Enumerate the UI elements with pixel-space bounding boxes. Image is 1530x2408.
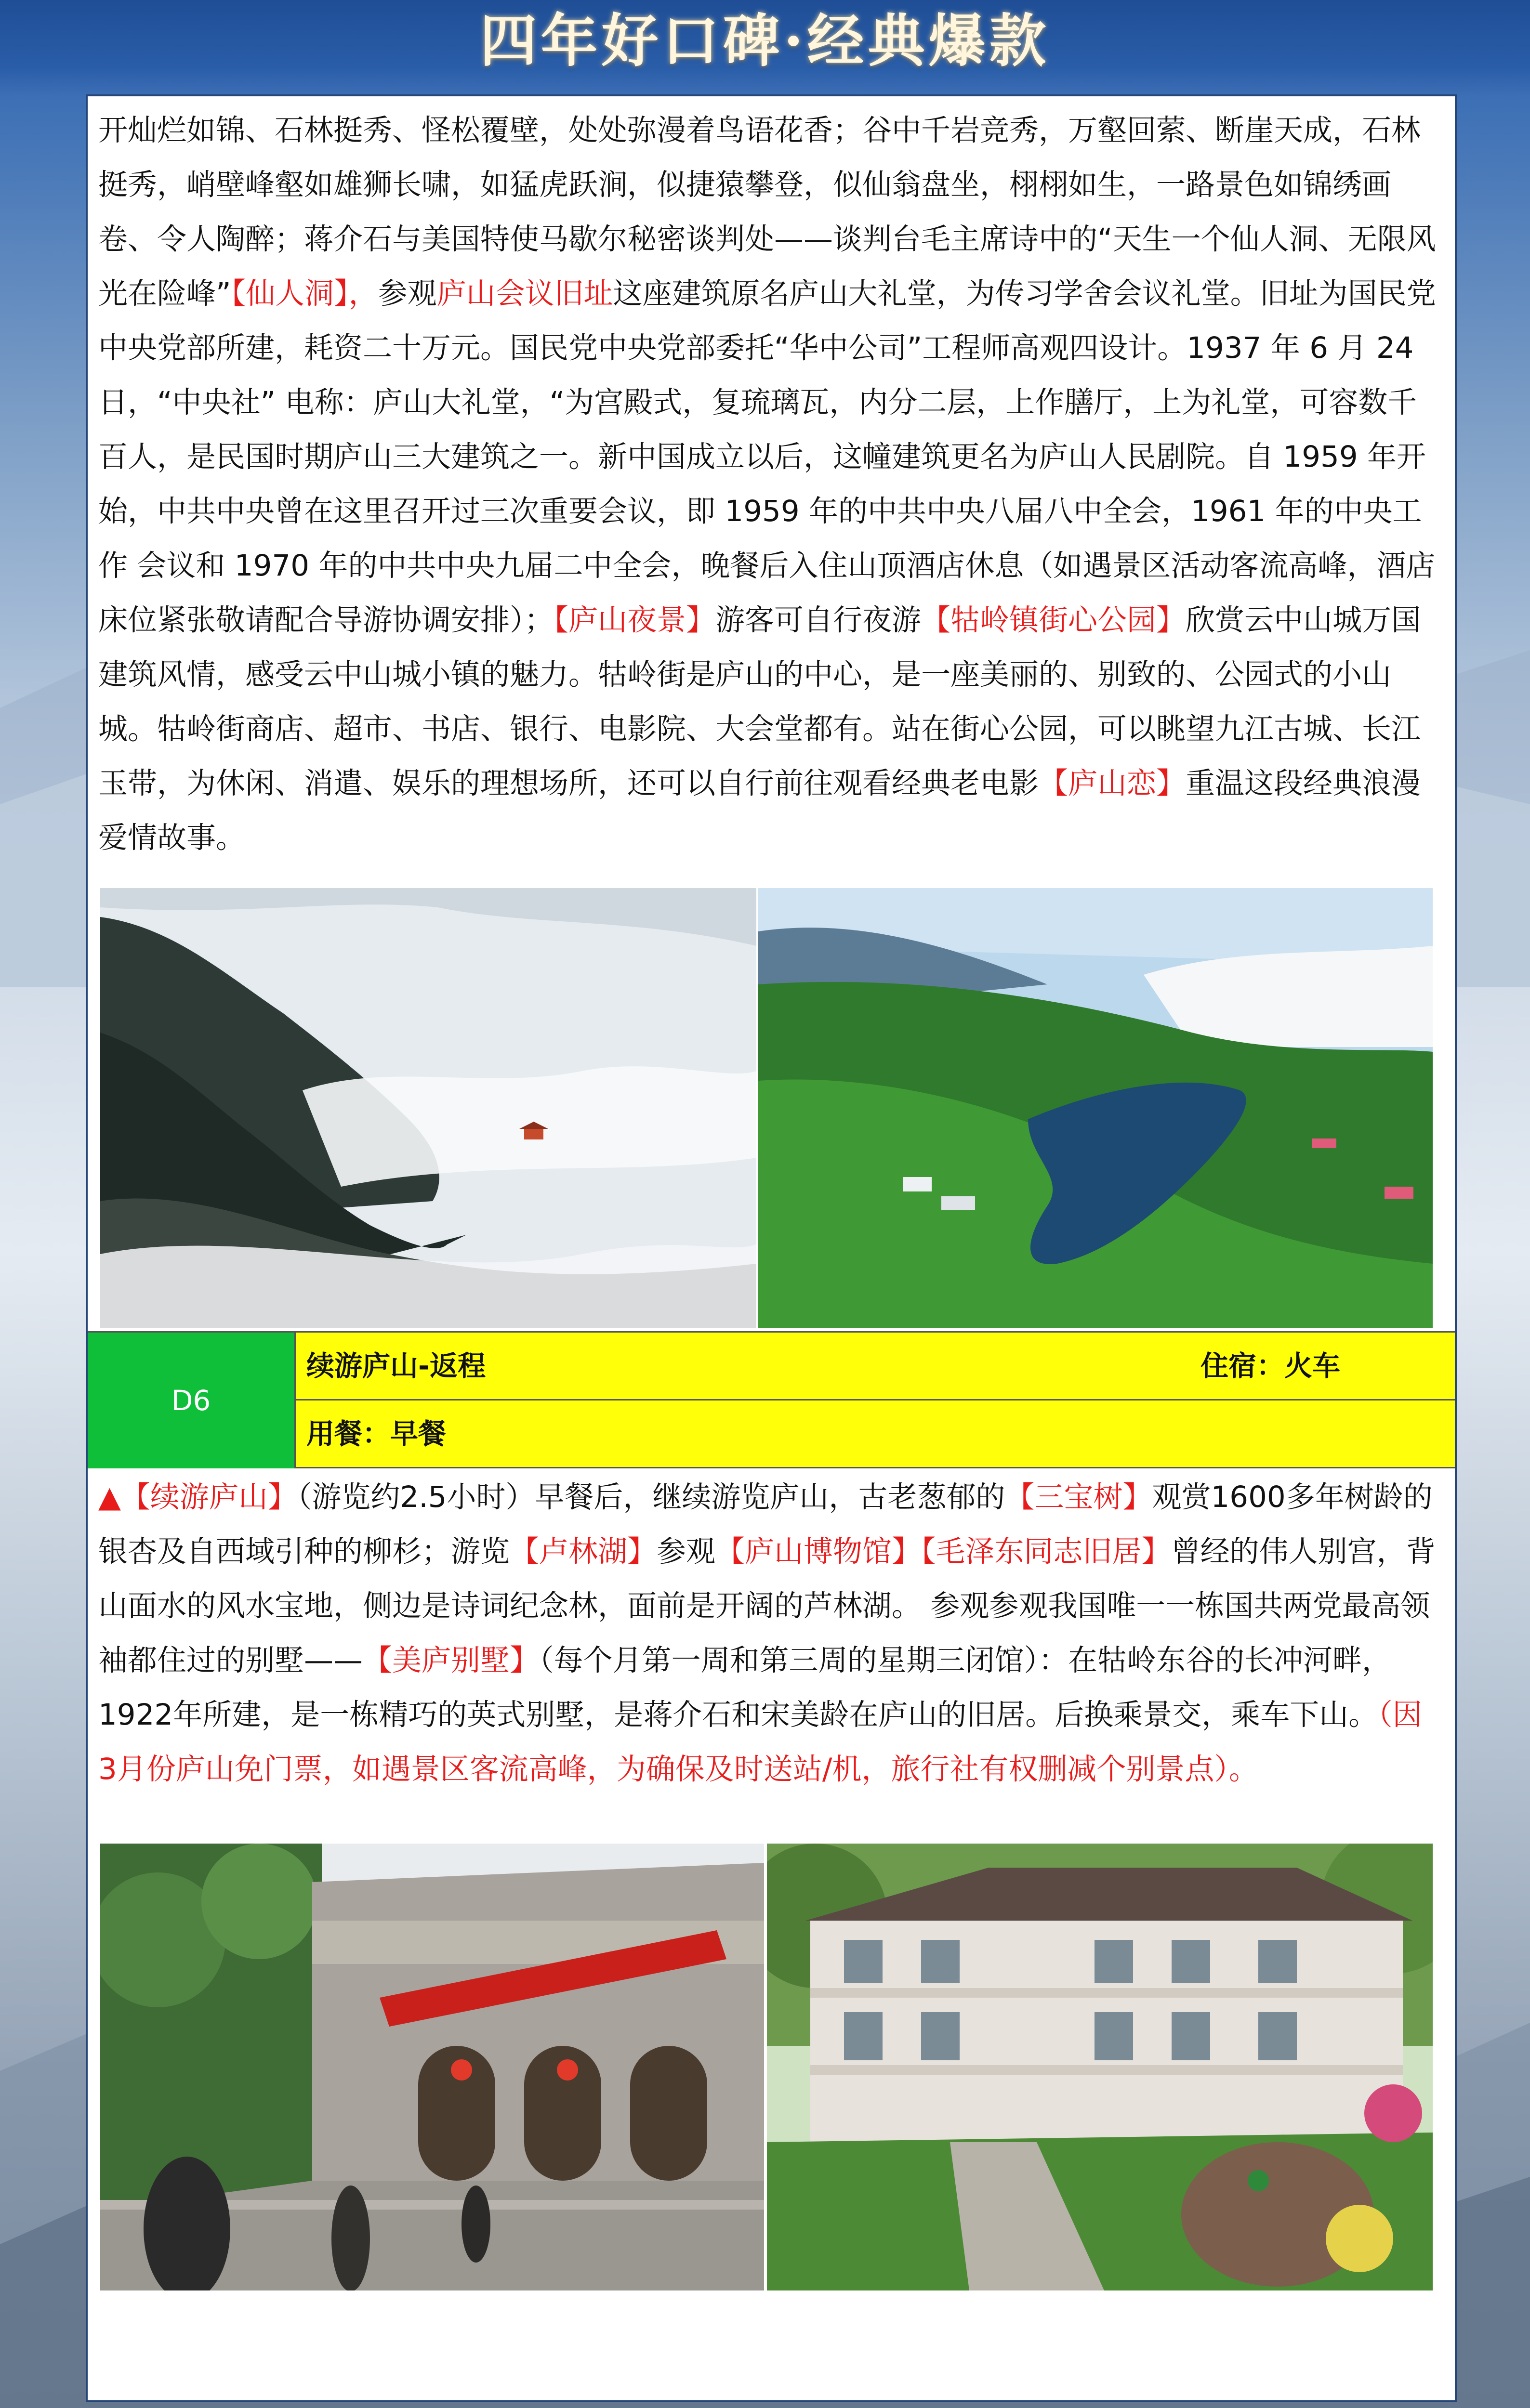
highlight-guling-park: 【牯岭镇街心公园】 xyxy=(921,603,1186,637)
highlight-three-treasure-trees: 【三宝树】 xyxy=(1005,1480,1152,1514)
para2-text-3: 参观 xyxy=(657,1534,716,1569)
para1-text-3: 这座建筑原名庐山大礼堂，为传习学舍会议礼堂。旧址为国民党中央党部所建，耗资二十万元。国民党中央党部委托“华中公司”工程师高观四设计。1937 年 6 月 24 日，“中央社” 电称：庐山大礼堂，“为宫殿式，复琉璃瓦，内分二层，上作膳厅，上为礼堂，可容数千百人，是民国时期庐山三大建筑之一。新中国成立以后，这幢建筑更名为庐山人民剧院。自 1959 年开始，中共中央曾在这里召开过三次重要会议，即 1959 年的中共中央八届八中全会，1961 年的中央工作 会议和 1970 年的中共中央九届二中全会，晚餐后入住山顶酒店休息（如遇景区活动客流高峰，酒店床位紧张敬请配合导游协调安排）； xyxy=(98,276,1436,637)
highlight-lulin-lake: 【卢林湖】 xyxy=(510,1534,657,1569)
day-label: D6 xyxy=(171,1384,211,1417)
highlight-lushan-night-view: 【庐山夜景】 xyxy=(554,603,716,637)
para1-text-4: 游客可自行夜游 xyxy=(715,603,922,637)
highlight-continue-lushan: ▲【续游庐山】 xyxy=(98,1480,297,1514)
para2-text-4: 曾经的伟人别宫，背山面水的风水宝地，侧边是诗词纪念林，面前是开阔的芦林湖。 参观参观我国唯一一栋国共两党最高领袖都住过的别墅—— xyxy=(98,1534,1436,1677)
lake-town-aerial-photo xyxy=(758,888,1433,1328)
para2-text-1: （游览约2.5小时）早餐后，继续游览庐山，古老葱郁的 xyxy=(297,1480,1005,1514)
meilu-villa-photo xyxy=(767,1844,1433,2290)
para1-text-6: 重温这段经典浪漫爱情故事。 xyxy=(98,766,1421,855)
para2-text-5: （每个月第一周和第三周的星期三闭馆）：在牯岭东谷的长冲河畔，1922年所建，是一栋精巧的英式别墅，是蒋介石和宋美龄在庐山的旧居。后换乘景交，乘车下山。 xyxy=(98,1643,1392,1732)
day-label-cell xyxy=(88,1333,296,1468)
para1-text-5: 欣赏云中山城万国建筑风情，感受云中山城小镇的魅力。牯岭街是庐山的中心，是一座美丽的、别致的、公园式的小山城。牯岭街商店、超市、书店、银行、电影院、大会堂都有。站在街心公园，可以眺望九江古城、长江玉带，为休闲、消遣、娱乐的理想场所，还可以自行前往观看经典老电影 xyxy=(98,603,1421,800)
highlight-xianren-cave: 【仙人洞】， xyxy=(231,276,378,311)
day-header-row xyxy=(88,1331,1455,1468)
para1-text-2: 参观 xyxy=(378,276,437,311)
day-meals-row xyxy=(296,1400,1455,1468)
highlight-meilu-villa: 【美庐别墅】 xyxy=(363,1643,540,1677)
highlight-museum-residence: 【庐山博物馆】【毛泽东同志旧居】 xyxy=(715,1534,1171,1569)
highlight-lushan-conference-site: 庐山会议旧址 xyxy=(436,276,613,311)
day5-description xyxy=(98,103,1438,865)
day-meals: 用餐：早餐 xyxy=(306,1417,447,1450)
para2-text-2: 观赏1600多年树龄的银杏及自西域引种的柳杉；游览 xyxy=(98,1480,1433,1569)
ticket-notice: （因3月份庐山免门票，如遇景区客流高峰，为确保及时送站/机，旅行社有权删减个别景点）。 xyxy=(98,1698,1422,1786)
day-title: 续游庐山-返程 xyxy=(306,1349,486,1382)
day-lodging: 住宿：火车 xyxy=(1200,1349,1341,1382)
lushan-peoples-theater-photo xyxy=(100,1844,764,2290)
header-title: 四年好口碑·经典爆款 xyxy=(480,7,1050,74)
itinerary-panel xyxy=(86,94,1457,2402)
para1-text-1: 开灿烂如锦、石林挺秀、怪松覆壁，处处弥漫着鸟语花香；谷中千岩竞秀，万壑回萦、断崖天成，石林挺秀，峭壁峰壑如雄狮长啸，如猛虎跃涧，似捷猿攀登，似仙翁盘坐，栩栩如生，一路景色如锦绣画卷、令人陶醉；蒋介石与美国特使马歇尔秘密谈判处——谈判台毛主席诗中的“天生一个仙人洞、无限风光在险峰” xyxy=(98,113,1436,311)
cloud-sea-mountain-photo xyxy=(100,888,756,1328)
day-title-row xyxy=(296,1333,1455,1400)
day6-description xyxy=(98,1470,1438,1796)
highlight-lushan-love: 【庐山恋】 xyxy=(1039,766,1186,800)
